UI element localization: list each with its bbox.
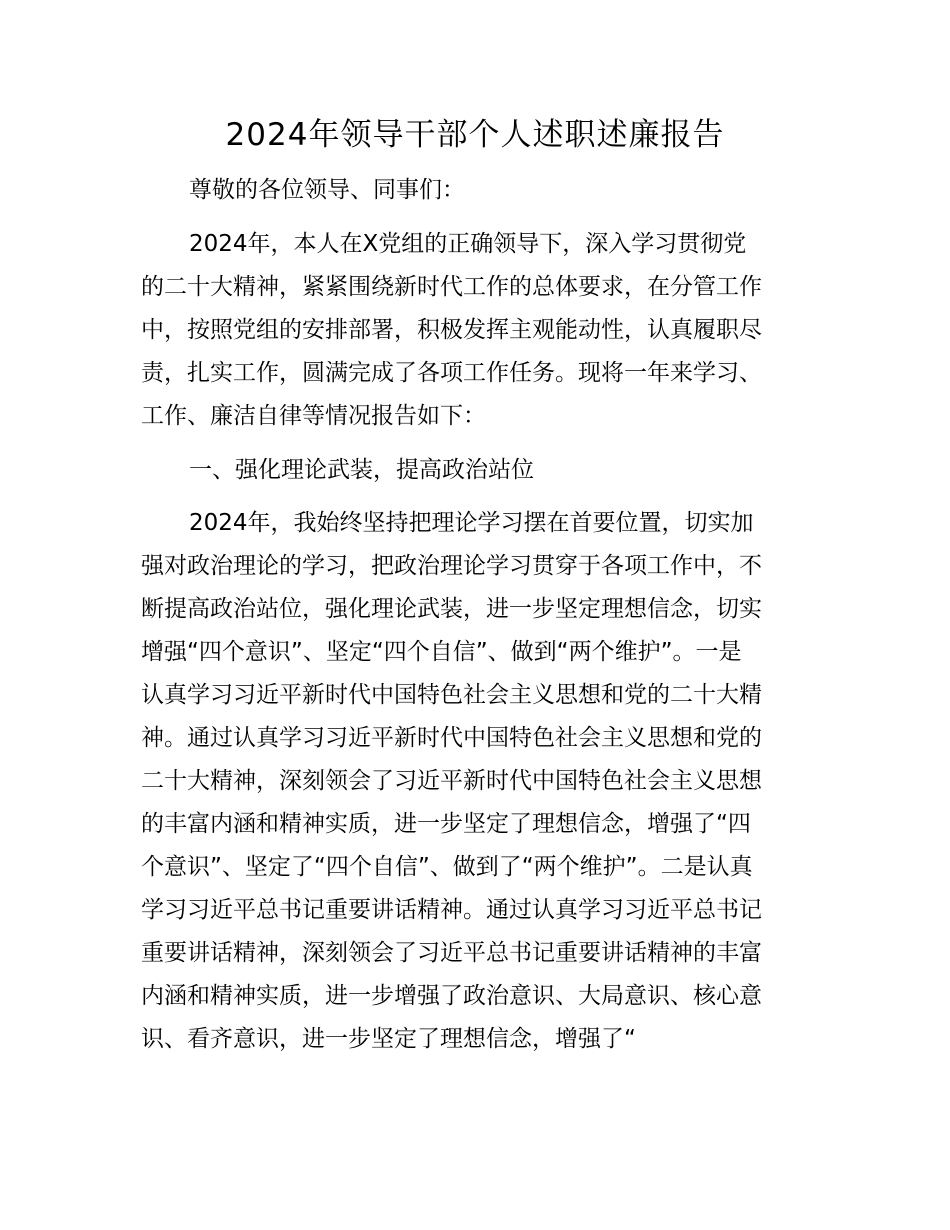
paragraph-1-line-4: 责，扎实工作，圆满完成了各项工作任务。现将一年来学习、 — [141, 360, 762, 386]
salutation: 尊敬的各位领导、同事们： — [189, 177, 465, 203]
paragraph-1-line-2: 的二十大精神，紧紧围绕新时代工作的总体要求，在分管工作 — [141, 274, 762, 300]
paragraph-2-line-5: 认真学习习近平新时代中国特色社会主义思想和党的二十大精 — [141, 682, 762, 708]
paragraph-2-line-6: 神。通过认真学习习近平新时代中国特色社会主义思想和党的 — [141, 725, 762, 751]
paragraph-1-line-5: 工作、廉洁自律等情况报告如下： — [141, 403, 486, 429]
paragraph-2-line-3: 断提高政治站位，强化理论武装，进一步坚定理想信念，切实 — [141, 596, 762, 622]
paragraph-2-line-11: 重要讲话精神，深刻领会了习近平总书记重要讲话精神的丰富 — [141, 940, 762, 966]
paragraph-2-line-2: 强对政治理论的学习，把政治理论学习贯穿于各项工作中，不 — [141, 553, 762, 579]
section-heading-1: 一、强化理论武装，提高政治站位 — [189, 457, 534, 483]
paragraph-1-line-1: 2024年，本人在X党组的正确领导下，深入学习贯彻党 — [189, 231, 747, 257]
paragraph-2-line-7: 二十大精神，深刻领会了习近平新时代中国特色社会主义思想 — [141, 768, 762, 794]
paragraph-2-line-10: 学习习近平总书记重要讲话精神。通过认真学习习近平总书记 — [141, 897, 762, 923]
paragraph-2-line-1: 2024年，我始终坚持把理论学习摆在首要位置，切实加 — [189, 510, 754, 536]
document-title: 2024年领导干部个人述职述廉报告 — [225, 117, 725, 153]
paragraph-2-line-4: 增强“四个意识”、坚定“四个自信”、做到“两个维护”。一是 — [141, 639, 742, 665]
paragraph-2-line-9: 个意识”、坚定了“四个自信”、做到了“两个维护”。二是认真 — [141, 854, 753, 880]
paragraph-2-line-12: 内涵和精神实质，进一步增强了政治意识、大局意识、核心意 — [141, 983, 762, 1009]
paragraph-1-line-3: 中，按照党组的安排部署，积极发挥主观能动性，认真履职尽 — [141, 317, 762, 343]
paragraph-2-line-8: 的丰富内涵和精神实质，进一步坚定了理想信念，增强了“四 — [141, 811, 751, 837]
paragraph-2-line-13: 识、看齐意识，进一步坚定了理想信念，增强了“ — [141, 1026, 636, 1052]
